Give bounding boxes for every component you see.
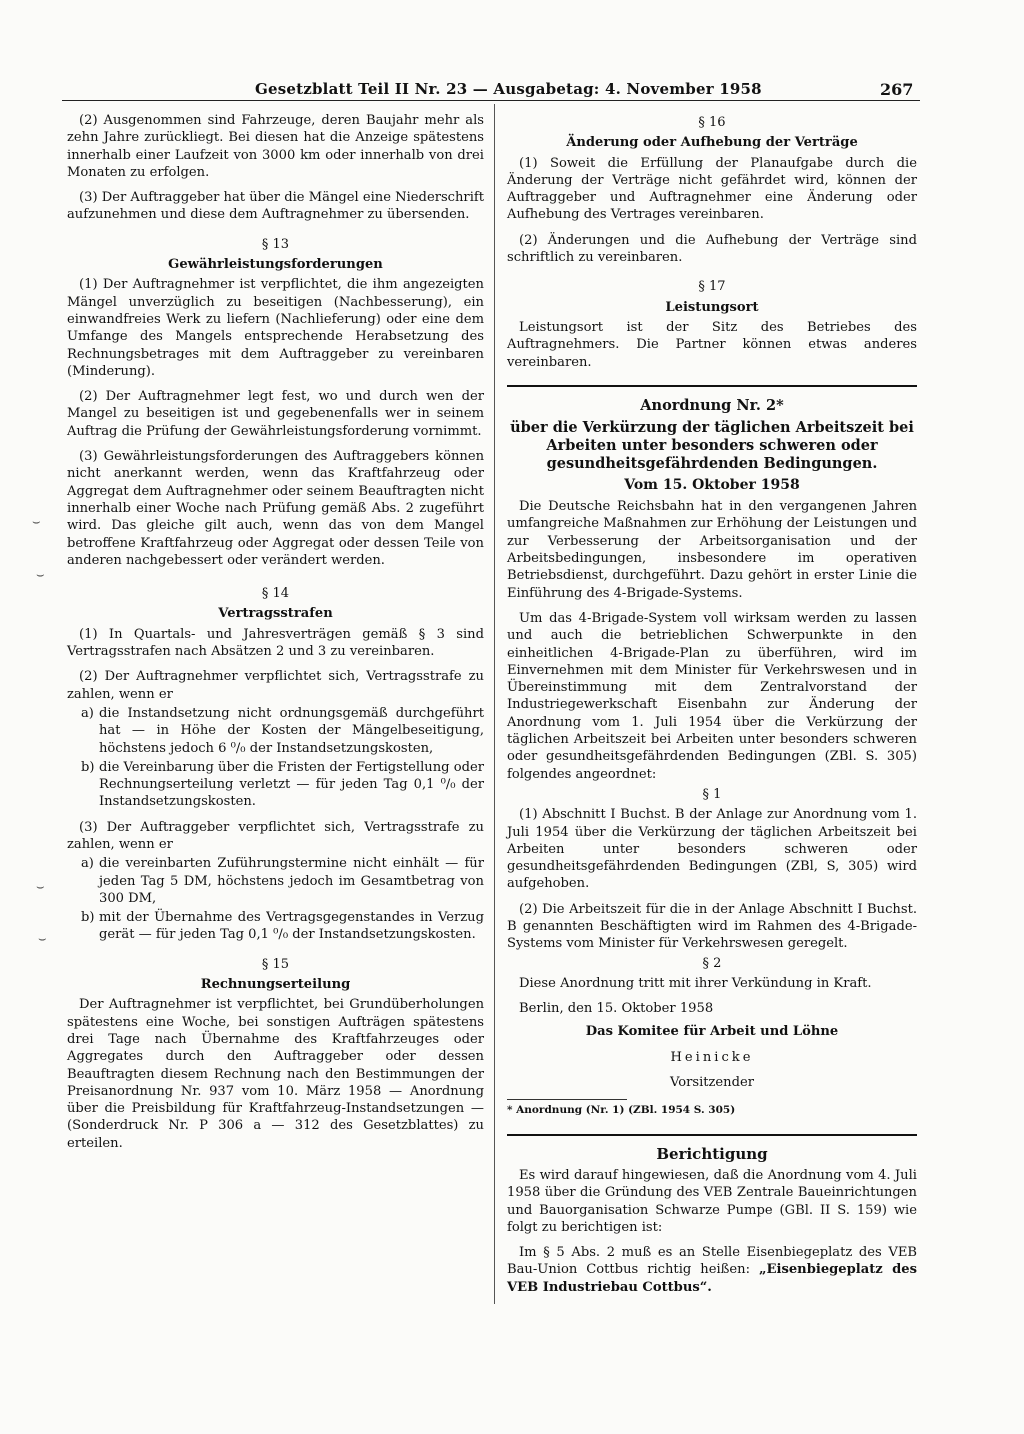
paragraph: (3) Gewährleistungsforderungen des Auftraggebers können nicht anerkannt werden, wenn das Kraftfahrzeug oder Aggregat dem Auftragnehmer oder seinem Beauftragten nicht innerhalb einer Woche nach Prüfung gemäß Abs. 2 zugeführt wird. Das gleiche gilt auch, wenn das von dem Mangel betroffene Kraftfahrzeug oder Aggregat oder dessen Teile von anderen nachgebessert oder verändert werden. [67,449,484,568]
paragraph: (2) Die Arbeitszeit für die in der Anlage Abschnitt I Buchst. B genannten Beschäftigten wird im Rahmen des 4-Brigade-Systems vom Minister für Verkehrswesen geregelt. [507,901,917,952]
margin-mark: ⌣ [38,932,47,947]
section-title: Gewährleistungsforderungen [168,257,383,273]
paragraph: (1) In Quartals- und Jahresverträgen gemäß § 3 sind Vertragsstrafen nach Absätzen 2 und 3 zu vereinbaren. [67,626,484,660]
page-number: 267 [880,80,914,99]
signer-role: Vorsitzender [669,1075,755,1091]
list-label: b) [81,910,95,926]
section-rule [507,385,917,387]
paragraph: (1) Der Auftragnehmer ist verpflichtet, die ihm angezeigten Mängel unverzüglich zu beseitigen (Nachbesserung), ein einwandfreies Werk zu liefern (Nachlieferung) oder eine dem Umfange des Mangels entsprechende Herabsetzung des Rechnungsbetrages mit dem Auftraggeber zu vereinbaren (Minderung). [67,277,484,379]
section-number: § 15 [261,956,290,972]
section-number: § 13 [261,236,290,252]
paragraph: Leistungsort ist der Sitz des Betriebes des Auftragnehmers. Die Partner können etwas anderes vereinbaren. [507,319,917,370]
correction-text: Im § 5 Abs. 2 muß es an Stelle Eisenbiegeplatz des VEB Bau-Union Cottbus richtig heißen: [507,1245,917,1278]
committee-name: Das Komitee für Arbeit und Löhne [585,1024,839,1040]
right-column [507,112,917,1304]
section-title: Vertragsstrafen [218,606,333,622]
section-title: Rechnungserteilung [200,977,351,993]
margin-mark: ⌣ [32,515,41,530]
list-item [67,759,484,811]
paragraph: (2) Der Auftragnehmer verpflichtet sich, Vertragsstrafe zu zahlen, wenn er [67,669,484,702]
footnote-rule [507,1099,627,1100]
list-text: mit der Übernahme des Vertragsgegenstandes in Verzug gerät — für jeden Tag 0,1 ⁰/₀ der Instandsetzungskosten. [99,910,484,943]
paragraph: Um das 4-Brigade-System voll wirksam werden zu lassen und auch die betrieblichen Schwerpunkte in den einheitlichen 4-Brigade-Plan zu überführen, wird im Einvernehmen mit dem Minister für Verkehrswesen und in Übereinstimmung mit dem Zentralvorstand der Industriegewerkschaft Eisenbahn zur Änderung der Anordnung vom 1. Juli 1954 über die Verkürzung der täglichen Arbeitszeit bei Arbeiten unter besonders schweren oder gesundheitsgefährdenden Bedingungen (ZBl. S. 305) folgendes angeordnet: [507,610,917,782]
section-number: § 16 [698,115,726,130]
paragraph: Diese Anordnung tritt mit ihrer Verkündung in Kraft. [519,975,872,991]
list-text: die vereinbarten Zuführungstermine nicht einhält — für jeden Tag 5 DM, höchstens jedoch im Gesamtbetrag von 300 DM, [99,856,484,906]
footnote: * Anordnung (Nr. 1) (ZBl. 1954 S. 305) [507,1104,736,1117]
section-rule [507,1134,917,1136]
section-number: § 14 [261,586,290,602]
margin-mark: ⌣ [36,568,45,583]
paragraph: (3) Der Auftraggeber hat über die Mängel eine Niederschrift aufzunehmen und diese dem Auftragnehmer zu übersenden. [67,190,484,223]
paragraph: (2) Der Auftragnehmer legt fest, wo und durch wen der Mangel zu beseitigen ist und gegebenenfalls wer in seinem Auftrag die Prüfung der Gewährleistungsforderung vornimmt. [67,389,484,439]
list-label: b) [81,759,95,775]
section-number: § 1 [702,786,722,802]
list-label: a) [81,856,94,872]
margin-mark: ⌣ [36,880,45,895]
paragraph: Die Deutsche Reichsbahn hat in den vergangenen Jahren umfangreiche Maßnahmen zur Erhöhung der Leistungen und zur Verbesserung der Arbeitsorganisation und der Arbeitsbedingungen, insbesondere im operativen Betriebsdienst, durchgeführt. Dazu gehört in erster Linie die Einführung des 4-Brigade-Systems. [507,499,917,601]
paragraph: (1) Abschnitt I Buchst. B der Anlage zur Anordnung vom 1. Juli 1954 über die Verkürzung der täglichen Arbeitszeit bei Arbeiten unter besonders schweren oder gesundheitsgefährdenden Bedingungen (ZBl, S, 305) wird aufgehoben. [507,807,917,892]
paragraph: (2) Ausgenommen sind Fahrzeuge, deren Baujahr mehr als zehn Jahre zurückliegt. Bei diesen hat die Anzeige spätestens innerhalb einer Laufzeit von 3000 km oder innerhalb von drei Monaten zu erfolgen. [67,113,484,180]
section-title: Leistungsort [665,299,759,315]
paragraph [507,1244,917,1296]
paragraph: (3) Der Auftraggeber verpflichtet sich, Vertragsstrafe zu zahlen, wenn er [67,819,484,852]
correction-emphasis: „Eisenbiegeplatz des VEB Industriebau Cottbus“. [507,1262,917,1295]
signer-name: Heinicke [670,1049,754,1065]
paragraph: Der Auftragnehmer ist verpflichtet, bei Grundüberholungen spätestens eine Woche, bei sonstigen Aufträgen spätestens drei Tage nach Übernahme des Kraftfahrzeuges oder Aggregates durch den Auftraggeber oder dessen Beauftragten diesem Rechnung nach den Bestimmungen der Preisanordnung Nr. 937 vom 10. März 1958 — Anordnung über die Preisbildung für Kraftfahrzeug-Instandsetzungen — (Sonderdruck Nr. P 306 a — 312 des Gesetzblattes) zu erteilen. [67,997,484,1151]
list-item [67,909,484,944]
list-label: a) [81,705,94,721]
column-divider [494,104,495,1304]
section-number: § 17 [698,279,726,295]
list-item [67,855,484,907]
paragraph: (2) Änderungen und die Aufhebung der Verträge sind schriftlich zu vereinbaren. [507,232,917,266]
ordinance-title: Anordnung Nr. 2* [640,396,784,414]
list-text: die Instandsetzung nicht ordnungsgemäß durchgeführt hat — in Höhe der Kosten der Mängelbeseitigung, höchstens jedoch 6 ⁰/₀ der Instandsetzungskosten, [99,705,484,756]
section-number: § 2 [702,955,722,971]
ordinance-subtitle: über die Verkürzung der täglichen Arbeitszeit bei Arbeiten unter besonders schweren oder gesundheitsgefährdenden Bedingungen. [510,418,914,472]
paragraph: (1) Soweit die Erfüllung der Planaufgabe durch die Änderung der Verträge nicht gefährdet wird, können der Auftraggeber und Auftragnehmer eine Änderung oder Aufhebung des Vertrages vereinbaren. [507,155,917,223]
header-rule [62,100,920,101]
correction-title: Berichtigung [656,1144,768,1163]
left-column [67,112,484,1160]
ordinance-date: Vom 15. Oktober 1958 [624,476,800,493]
section-title: Änderung oder Aufhebung der Verträge [566,135,858,151]
list-text: die Vereinbarung über die Fristen der Fertigstellung oder Rechnungserteilung verletzt — für jeden Tag 0,1 ⁰/₀ der Instandsetzungskosten. [99,759,484,810]
paragraph: Es wird darauf hingewiesen, daß die Anordnung vom 4. Juli 1958 über die Gründung des VEB Zentrale Baueinrichtungen und Bauorganisation Schwarze Pumpe (GBl. II S. 159) wie folgt zu berichtigen ist: [507,1167,917,1235]
list-item [67,705,484,757]
running-header: Gesetzblatt Teil II Nr. 23 — Ausgabetag: 4. November 1958 [255,80,762,98]
place-date: Berlin, den 15. Oktober 1958 [519,1001,714,1017]
